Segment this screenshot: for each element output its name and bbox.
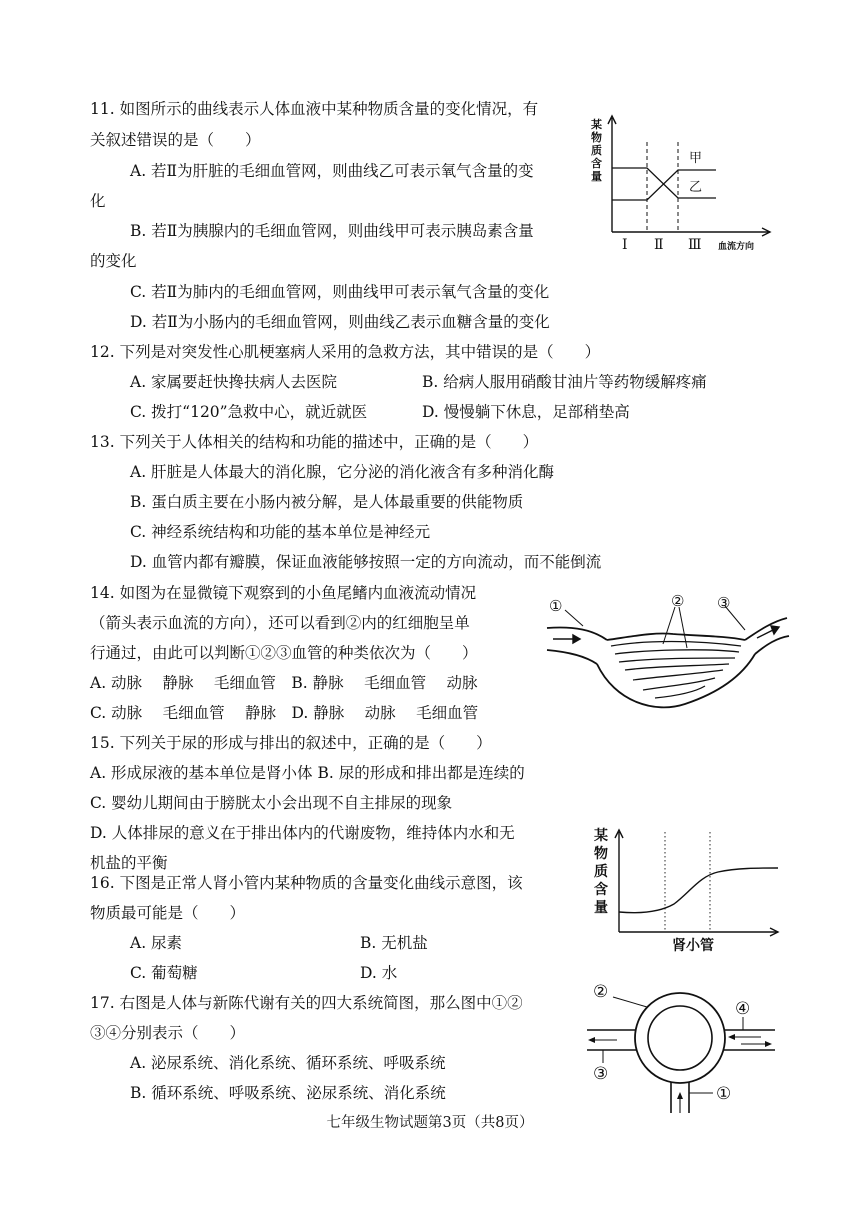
q13-option-b: B. 蛋白质主要在小肠内被分解，是人体最重要的供能物质 [130,493,524,511]
q14-capillary-3 [619,658,735,662]
q14-options-row1: A. 动脉 静脉 毛细血管 B. 静脉 毛细血管 动脉 [90,674,478,692]
q13-option-d: D. 血管内都有瓣膜，保证血液能够按照一定的方向流动，而不能倒流 [130,553,602,571]
q16-y-label-4: 含 [594,882,608,898]
q11-stem-line2: 关叙述错误的是（ ） [90,131,261,149]
q11-option-c: C. 若Ⅱ为肺内的毛细血管网，则曲线甲可表示氧气含量的变化 [130,283,550,301]
q17-left-arrowhead [588,1037,595,1043]
q14-pointer-1 [565,610,583,626]
q17-marker-2: ② [593,982,609,1002]
q17-inner-ring [648,1006,712,1070]
q11-label-yi: 乙 [689,180,703,195]
q12-option-b: B. 给病人服用硝酸甘油片等药物缓解疼痛 [422,373,707,391]
q16-x-label: 肾小管 [672,938,714,954]
q16-option-d: D. 水 [360,964,398,982]
q14-marker-3: ③ [717,594,731,612]
q14-stem-line1: 14. 如图为在显微镜下观察到的小鱼尾鳍内血液流动情况 [90,584,477,602]
q15-options-row1: A. 形成尿液的基本单位是肾小体 B. 尿的形成和排出都是连续的 [90,764,525,782]
q14-outer-upper [607,633,745,640]
q16-stem-line2: 物质最可能是（ ） [90,904,246,922]
q17-right-arrowhead-in [728,1034,735,1040]
q11-region-3: Ⅲ [688,237,702,253]
q14-capillary-5 [633,670,723,680]
q11-stem-line1: 11. 如图所示的曲线表示人体血液中某种物质含量的变化情况，有 [90,100,539,118]
q11-option-d: D. 若Ⅱ为小肠内的毛细血管网，则曲线乙表示血糖含量的变化 [130,313,550,331]
q14-vessel-1-bottom [547,650,597,664]
q13-option-a: A. 肝脏是人体最大的消化腺，它分泌的消化液含有多种消化酶 [130,463,555,481]
q14-vessel-3-top [745,618,787,640]
q14-capillary-4 [625,664,729,670]
q11-option-b-cont: 的变化 [90,252,137,270]
q16-curve [619,868,778,913]
q12-stem: 12. 下列是对突发性心肌梗塞病人采用的急救方法，其中错误的是（ ） [90,343,601,361]
q14-pointer-2a [663,607,675,644]
q15-stem: 15. 下列关于尿的形成与排出的叙述中，正确的是（ ） [90,734,492,752]
q16-y-label-2: 物 [594,846,608,862]
q14-figure [545,592,790,717]
q11-option-a-cont: 化 [90,192,106,210]
q17-pointer-2 [613,997,647,1007]
q11-x-label: 血流方向 [718,242,755,252]
q11-region-2: Ⅱ [654,237,664,253]
q11-figure [590,112,780,257]
q15-option-d-cont: 机盐的平衡 [90,854,168,872]
q17-right-arrowhead-out [765,1041,772,1047]
q17-marker-3: ③ [593,1064,609,1084]
q17-option-a: A. 泌尿系统、消化系统、循环系统、呼吸系统 [130,1054,446,1072]
q16-y-label-1: 某 [594,828,608,844]
q12-option-c: C. 拨打“120”急救中心，就近就医 [130,403,368,421]
q17-bottom-arrowhead [677,1092,683,1099]
q15-option-c: C. 婴幼儿期间由于膀胱太小会出现不自主排尿的现象 [90,794,453,812]
q17-figure [585,975,785,1115]
q14-stem-line3: 行通过，由此可以判断①②③血管的种类依次为（ ） [90,644,478,662]
q14-stem-line2: （箭头表示血流的方向），还可以看到②内的红细胞呈单 [90,614,470,632]
q14-capillary-6 [643,678,715,690]
q11-y-label-3: 质 [591,144,602,157]
q16-figure [592,822,782,962]
q11-y-label-4: 含 [591,157,602,170]
q13-option-c: C. 神经系统结构和功能的基本单位是神经元 [130,523,431,541]
q11-y-label-5: 量 [591,170,602,183]
q17-marker-4: ④ [735,999,751,1019]
q14-options-row2: C. 动脉 毛细血管 静脉 D. 静脉 动脉 毛细血管 [90,704,479,722]
q16-y-label-5: 量 [594,900,608,916]
q14-flow-arrowhead-3 [771,626,779,634]
q14-capillary-1 [611,642,741,647]
q11-y-label-2: 物 [591,131,602,144]
q16-option-b: B. 无机盐 [360,934,428,952]
q14-capillary-2 [615,650,739,654]
q14-flow-arrowhead-1 [573,635,580,643]
q16-option-c: C. 葡萄糖 [130,964,198,982]
q16-option-a: A. 尿素 [130,934,183,952]
q11-option-a: A. 若Ⅱ为肝脏的毛细血管网，则曲线乙可表示氧气含量的变 [130,162,534,180]
q14-vessel-3-bottom [755,636,789,654]
q11-region-1: Ⅰ [622,237,628,253]
q16-stem-line1: 16. 下图是正常人肾小管内某种物质的含量变化曲线示意图，该 [90,874,523,892]
q17-stem-line2: ③④分别表示（ ） [90,1024,246,1042]
q12-option-a: A. 家属要赶快搀扶病人去医院 [130,373,338,391]
q11-y-label-1: 某 [591,118,602,131]
q13-stem: 13. 下列关于人体相关的结构和功能的描述中，正确的是（ ） [90,433,539,451]
q12-option-d: D. 慢慢躺下休息，足部稍垫高 [422,403,630,421]
q11-label-jia: 甲 [689,151,703,166]
page-footer: 七年级生物试题第3页（共8页） [326,1115,534,1131]
q14-marker-2: ② [671,592,685,610]
q11-option-b: B. 若Ⅱ为胰腺内的毛细血管网，则曲线甲可表示胰岛素含量 [130,222,534,240]
q14-marker-1: ① [549,597,563,615]
q17-marker-1: ① [716,1084,732,1104]
q17-stem-line1: 17. 右图是人体与新陈代谢有关的四大系统简图，那么图中①② [90,994,523,1012]
q17-option-b: B. 循环系统、呼吸系统、泌尿系统、消化系统 [130,1084,446,1102]
q15-option-d: D. 人体排尿的意义在于排出体内的代谢废物，维持体内水和无 [90,824,515,842]
q16-y-label-3: 质 [594,864,608,880]
